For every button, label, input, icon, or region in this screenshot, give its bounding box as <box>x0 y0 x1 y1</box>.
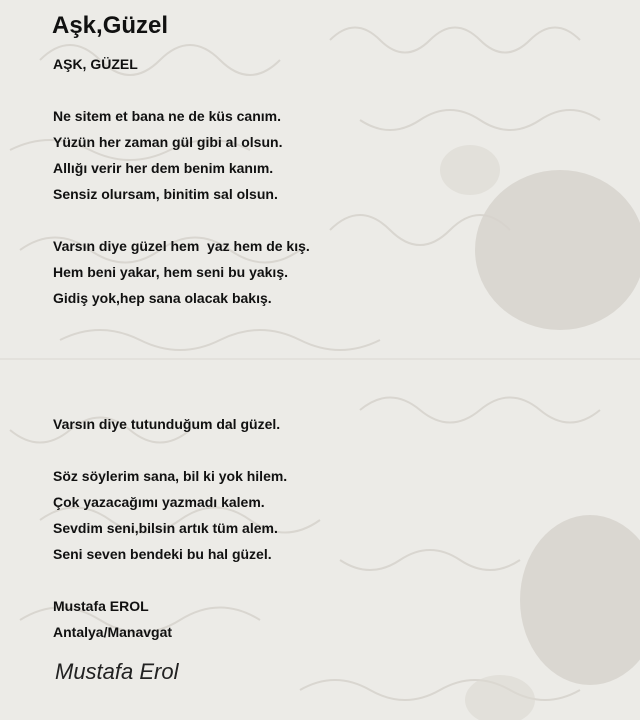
stanza <box>53 108 282 212</box>
poem-line: Varsın diye tutunduğum dal güzel. <box>53 416 281 432</box>
poem-line: Ne sitem et bana ne de küs canım. <box>53 108 281 124</box>
stanza <box>53 468 287 572</box>
poem-line: Allığı verir her dem benim kanım. <box>53 160 274 176</box>
poem-line: Hem beni yakar, hem seni bu yakış. <box>53 264 288 280</box>
author-block <box>53 598 172 650</box>
stanza <box>53 238 310 316</box>
poem-title: Aşk,Güzel <box>52 12 169 39</box>
author-location: Antalya/Manavgat <box>53 624 173 640</box>
poem-line: Yüzün her zaman gül gibi al olsun. <box>53 134 283 150</box>
poem-line: Sevdim seni,bilsin artık tüm alem. <box>53 520 278 536</box>
stanza <box>53 416 280 442</box>
poem-line: Gidiş yok,hep sana olacak bakış. <box>53 290 272 306</box>
author-name: Mustafa EROL <box>53 598 149 614</box>
poem-line: Sensiz olursam, binitim sal olsun. <box>53 186 278 202</box>
poem-line: Söz söylerim sana, bil ki yok hilem. <box>53 468 288 484</box>
poem-line: Çok yazacağımı yazmadı kalem. <box>53 494 265 510</box>
author-signature: Mustafa Erol <box>55 659 179 684</box>
poem-subtitle: AŞK, GÜZEL <box>53 56 138 72</box>
poem-line: Seni seven bendeki bu hal güzel. <box>53 546 272 562</box>
poem-line: Varsın diye güzel hem yaz hem de kış. <box>53 238 310 254</box>
